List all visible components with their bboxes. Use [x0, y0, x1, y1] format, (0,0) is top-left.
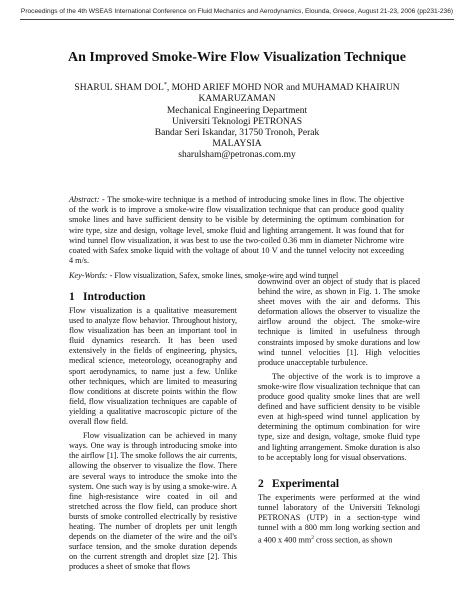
section-title: Experimental [272, 477, 340, 490]
first-author: SHARUL SHAM DOL [74, 83, 164, 94]
section-heading-experimental [258, 477, 420, 491]
intro-paragraph-4: The objective of the work is to improve a smoke-wire flow visualization technique that can produce good quality smoke lines that are well defined and have sufficient density to be visible even at high-speed wind tunnel application by determining the optimum combination for wire type, size and design, voltage, smoke fluid type and lighting arrangement. Smoke duration is also to be acceptably long for visual observations. [258, 371, 420, 462]
section-title: Introduction [83, 291, 146, 303]
author-block [40, 80, 434, 162]
keywords-label: Key-Words: [69, 271, 108, 280]
author-email: sharulsham@petronas.com.my [178, 150, 296, 161]
corresponding-mark: * [163, 82, 167, 88]
affiliation-univ: Universiti Teknologi PETRONAS [171, 116, 303, 127]
superscript: 2 [311, 535, 314, 542]
affiliation-address: Bandar Seri Iskandar, 31750 Tronoh, Perak [154, 127, 320, 138]
body-right-column [258, 277, 420, 546]
section-number: 2 [258, 477, 264, 490]
section-heading-introduction [69, 290, 237, 304]
affiliation-dept: Mechanical Engineering Department [166, 105, 308, 116]
co-authors: , MOHD ARIEF MOHD NOR and MUHAMAD KHAIRUN [166, 83, 400, 94]
affiliation-country: MALAYSIA [212, 139, 262, 150]
abstract-text: - The smoke-wire technique is a method of introducing smoke lines in flow. The objective of the work is to improve a smoke-wire flow visualization technique that can produce good quality smoke lines and have sufficient density to be visible by determining the optimum combination for wire type, size and design, voltage level, smoke fluid and lighting arrangement. It was found that for wind tunnel flow visualization, it was best to use the two-coiled 0.36 mm in diameter Nichrome wire coated with Safex smoke liquid with the voltage of about 10 V and the tunnel velocity not exceeding 4 m/s. [69, 195, 404, 266]
section-number: 1 [69, 291, 75, 303]
abstract-label: Abstract: [69, 195, 100, 204]
intro-paragraph-1: Flow visualization is a qualitative measurement used to analyze flow behavior. Throughout history, flow visualization has been an important tool in fluid dynamics research. It has been used extensively in the fields of engineering, physics, medical science, meteorology, oceanography and sport aerodynamics, to name just a few. Unlike other techniques, which are limited to measuring flow conditions at discrete points within the flow field, flow visualization techniques are capable of yielding a qualitative macroscopic picture of the overall flow field. [69, 306, 237, 427]
author-list-cont: KAMARUZAMAN [198, 94, 276, 105]
keywords-text: - Flow visualization, Safex, smoke lines, smoke-wire and wind tunnel [107, 271, 339, 280]
intro-paragraph-3: downwind over an object of study that is placed behind the wire, as shown in Fig. 1. The smoke sheet moves with the air and deforms. This deformation allows the observer to visualize the airflow around the object. The smoke-wire technique is limited in usefulness through constraints imposed by smoke durations and low wind tunnel velocities [1]. High velocities produce unacceptable turbulence. [258, 277, 420, 367]
experimental-text-a: The experiments were performed at the wind tunnel laboratory of the Universiti Teknologi PETRONAS (UTP) in a section-type wind tunnel with a 800 mm long working section and a 400 x 400 mm [258, 492, 420, 545]
experimental-text-b: cross section, as shown [313, 535, 393, 545]
paper-title: An Improved Smoke-Wire Flow Visualization Technique [68, 50, 406, 65]
experimental-paragraph-1 [258, 493, 420, 546]
intro-paragraph-2: Flow visualization can be achieved in many ways. One way is through introducing smoke into the airflow [1]. The smoke follows the air currents, allowing the observer to visualize the flow. There are several ways to introduce the smoke into the system. One such way is by using a smoke-wire. A fine high-resistance wire coated in oil and stretched across the flow field, can produce short bursts of smoke controlled electrically by resistive heating. The number of droplets per unit length depends on the diameter of the wire and the oil's surface tension, and the smoke duration depends on the current strength and droplet size [2]. This produces a sheet of smoke that flows [69, 431, 237, 572]
body-left-column [69, 290, 237, 572]
header-rule [20, 19, 454, 20]
abstract [69, 195, 404, 266]
author-list [40, 80, 434, 94]
proceedings-header: Proceedings of the 4th WSEAS International Conference on Fluid Mechanics and Aerodynamics, Elounda, Greece, August 21-23, 2006 (pp231-236) [20, 8, 454, 15]
